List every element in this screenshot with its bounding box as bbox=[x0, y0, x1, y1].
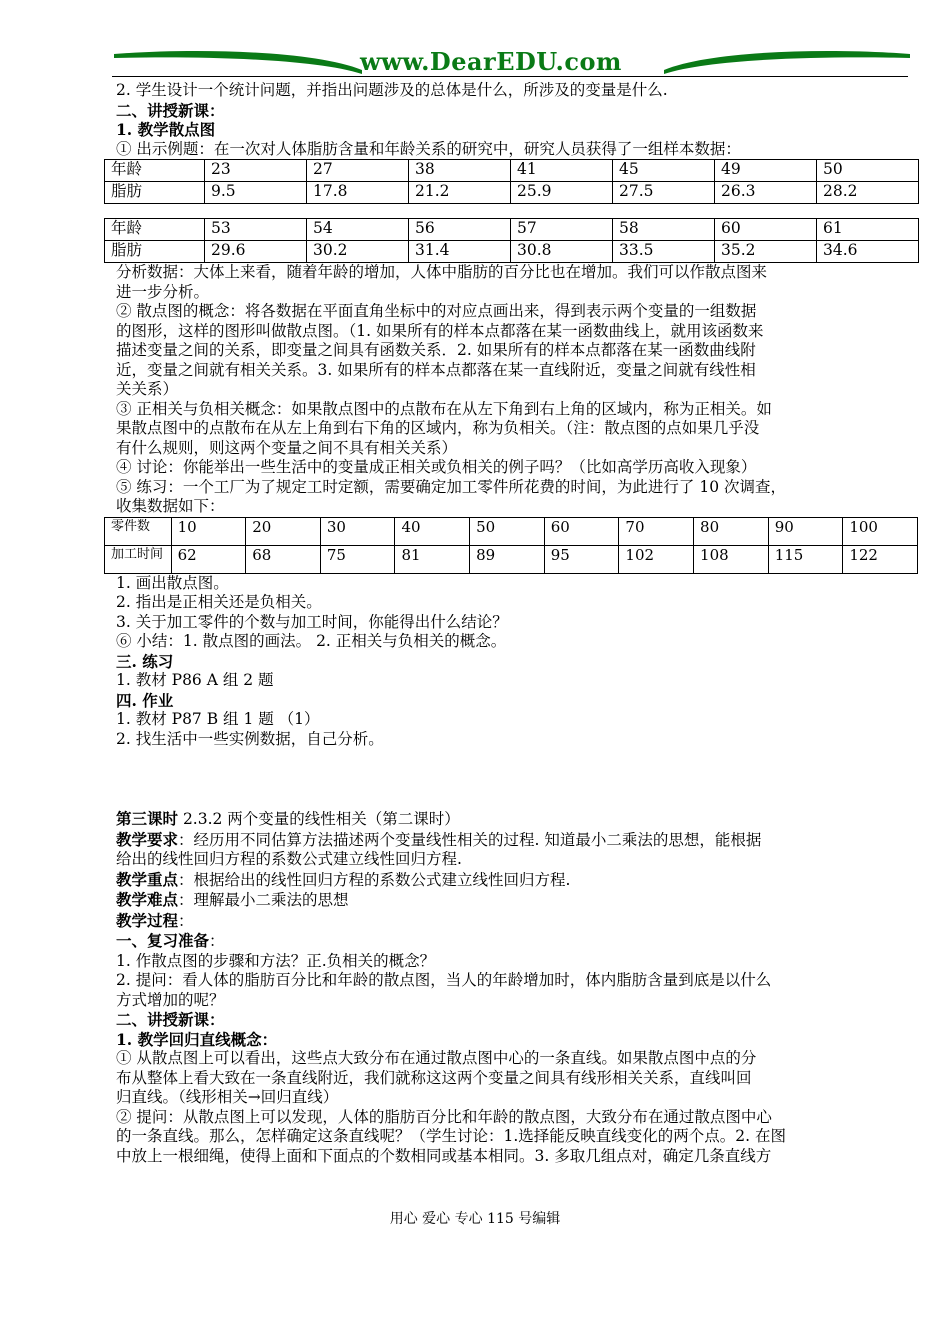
table-cell: 81 bbox=[395, 545, 470, 573]
lesson3-title-label: 第三课时 bbox=[116, 809, 179, 828]
text-line: 近，变量之间就有相关关系。3. 如果所有的样本点都落在某一直线附近，变量之间就有线性相 bbox=[116, 360, 756, 379]
table-cell: 30 bbox=[320, 517, 395, 545]
table-cell: 33.5 bbox=[613, 241, 715, 263]
table-cell: 68 bbox=[246, 545, 321, 573]
table-cell: 34.6 bbox=[817, 241, 919, 263]
table-row bbox=[105, 545, 918, 573]
table-cell: 102 bbox=[619, 545, 694, 573]
text-line: ② 提问：从散点图上可以发现，人体的脂肪百分比和年龄的散点图，大致分布在通过散点图中心 bbox=[116, 1107, 772, 1126]
process-colon: ： bbox=[178, 911, 194, 930]
text-line: 描述变量之间的关系，即变量之间具有函数关系．2. 如果所有的样本点都落在某一函数曲线附 bbox=[116, 341, 756, 359]
table-cell: 75 bbox=[320, 545, 395, 573]
age-fat-table-2 bbox=[104, 218, 919, 263]
site-logo-text: www.DearEDU.com bbox=[360, 47, 622, 76]
table-cell: 108 bbox=[694, 545, 769, 573]
review-heading: 一、复习准备 bbox=[116, 931, 210, 950]
row-header-cell: 年龄 bbox=[105, 160, 205, 182]
text-line: ① 出示例题：在一次对人体脂肪含量和年龄关系的研究中，研究人员获得了一组样本数据： bbox=[116, 139, 741, 158]
table-cell: 35.2 bbox=[715, 241, 817, 263]
table-cell: 27 bbox=[307, 160, 409, 182]
text-line: ② 散点图的概念：将各数据在平面直角坐标中的对应点画出来，得到表示两个变量的一组数据 bbox=[116, 302, 757, 320]
parts-time-table bbox=[104, 517, 918, 574]
table-cell: 58 bbox=[613, 219, 715, 241]
table-cell: 122 bbox=[843, 545, 918, 573]
review-line-3: 方式增加的呢？ bbox=[116, 990, 225, 1009]
table-cell: 45 bbox=[613, 160, 715, 182]
requirement-text: ：经历用不同估算方法描述两个变量线性相关的过程. 知道最小二乘法的思想，能根据 bbox=[178, 830, 762, 849]
table-cell: 30.8 bbox=[511, 241, 613, 263]
table-cell: 31.4 bbox=[409, 241, 511, 263]
table-row bbox=[105, 182, 919, 204]
text-line: ① 从散点图上可以看出，这些点大致分布在通过散点图中心的一条直线。如果散点图中点的分 bbox=[116, 1049, 757, 1067]
text-line: 3. 关于加工零件的个数与加工时间，你能得出什么结论？ bbox=[116, 612, 508, 631]
text-line: 1. 教学散点图 bbox=[116, 120, 216, 139]
table-cell: 90 bbox=[768, 517, 843, 545]
key-point-label: 教学重点 bbox=[116, 869, 179, 889]
page-footer: 用心 爱心 专心 115 号编辑 bbox=[389, 1211, 561, 1227]
table-cell: 40 bbox=[395, 517, 470, 545]
table-cell: 25.9 bbox=[511, 182, 613, 204]
text-line: 进一步分析。 bbox=[116, 282, 210, 301]
process-label: 教学过程 bbox=[116, 910, 179, 930]
table-cell: 60 bbox=[715, 219, 817, 241]
regression-concept-text bbox=[116, 1049, 916, 1166]
table-cell: 80 bbox=[694, 517, 769, 545]
regression-concept-heading: 1. 教学回归直线概念： bbox=[116, 1029, 278, 1049]
text-line: 2. 找生活中一些实例数据，自己分析。 bbox=[116, 729, 384, 748]
text-line: 二、讲授新课： bbox=[116, 100, 225, 120]
table-row bbox=[105, 241, 919, 263]
table-row bbox=[105, 219, 919, 241]
table-cell: 54 bbox=[307, 219, 409, 241]
table-cell: 89 bbox=[470, 545, 545, 573]
review-line-1: 1. 作散点图的步骤和方法？正.负相关的概念？ bbox=[116, 951, 436, 970]
table-cell: 23 bbox=[205, 160, 307, 182]
table-cell: 41 bbox=[511, 160, 613, 182]
lesson3-title: 2.3.2 两个变量的线性相关（第二课时） bbox=[178, 810, 460, 828]
header-rule bbox=[112, 76, 908, 77]
table-cell: 28.2 bbox=[817, 182, 919, 204]
table-cell: 49 bbox=[715, 160, 817, 182]
text-line: ④ 讨论：你能举出一些生活中的变量成正相关或负相关的例子吗？（比如高学历高收入现象） bbox=[116, 458, 757, 476]
difficulty-label: 教学难点 bbox=[116, 890, 179, 909]
text-line: 布从整体上看大致在一条直线附近，我们就称这这两个变量之间具有线形相关关系，直线叫回 bbox=[116, 1068, 752, 1087]
text-line: 2. 指出是正相关还是负相关。 bbox=[116, 593, 322, 611]
table-cell: 61 bbox=[817, 219, 919, 241]
table-cell: 20 bbox=[246, 517, 321, 545]
text-line: 1. 画出散点图。 bbox=[116, 573, 229, 592]
difficulty-text: ：理解最小二乘法的思想 bbox=[178, 891, 349, 909]
text-line: ⑤ 练习：一个工厂为了规定工时定额，需要确定加工零件所花费的时间，为此进行了 10 次调查， bbox=[116, 477, 787, 496]
intro-section bbox=[116, 81, 916, 159]
table-cell: 60 bbox=[544, 517, 619, 545]
text-line: 有什么规则，则这两个变量之间不具有相关关系） bbox=[116, 438, 458, 457]
new-lesson-heading: 二、讲授新课： bbox=[116, 1010, 225, 1029]
row-header-cell: 年龄 bbox=[105, 219, 205, 241]
text-line: 的图形，这样的图形叫做散点图。（1. 如果所有的样本点都落在某一函数曲线上，就用该函数来 bbox=[116, 321, 764, 340]
table-row bbox=[105, 517, 918, 545]
row-header-cell: 零件数 bbox=[105, 517, 172, 545]
table-cell: 62 bbox=[171, 545, 246, 573]
table-cell: 9.5 bbox=[205, 182, 307, 204]
text-line: 果散点图中的点散布在从左上角到右下角的区域内，称为负相关。（注：散点图的点如果几乎没 bbox=[116, 419, 760, 437]
text-line: 分析数据：大体上来看，随着年龄的增加，人体中脂肪的百分比也在增加。我们可以作散点图来 bbox=[116, 263, 768, 281]
text-line: 关关系） bbox=[116, 380, 179, 398]
text-line: ⑥ 小结：1. 散点图的画法。 2. 正相关与负相关的概念。 bbox=[116, 632, 507, 650]
lesson3-section bbox=[116, 809, 916, 1166]
exercise-section bbox=[116, 574, 916, 750]
table-cell: 10 bbox=[171, 517, 246, 545]
table-cell: 26.3 bbox=[715, 182, 817, 204]
table-cell: 100 bbox=[843, 517, 918, 545]
table-cell: 21.2 bbox=[409, 182, 511, 204]
text-line: 归直线。（线形相关→回归直线） bbox=[116, 1088, 339, 1106]
key-point-text: ：根据给出的线性回归方程的系数公式建立线性回归方程. bbox=[178, 870, 571, 889]
table-cell: 17.8 bbox=[307, 182, 409, 204]
text-line: 1. 教材 P87 B 组 1 题 （1） bbox=[116, 710, 320, 728]
requirement-label: 教学要求 bbox=[116, 829, 179, 849]
table-cell: 53 bbox=[205, 219, 307, 241]
age-fat-table-1 bbox=[104, 159, 919, 204]
document-body bbox=[111, 81, 916, 1166]
row-header-cell: 脂肪 bbox=[105, 182, 205, 204]
table-row bbox=[105, 160, 919, 182]
table-cell: 70 bbox=[619, 517, 694, 545]
text-line: ③ 正相关与负相关概念：如果散点图中的点散布在从左下角到右上角的区域内，称为正相关。如 bbox=[116, 399, 772, 418]
table-cell: 115 bbox=[768, 545, 843, 573]
site-header-banner bbox=[112, 44, 912, 80]
table-cell: 56 bbox=[409, 219, 511, 241]
text-line: 的一条直线。那么，怎样确定这条直线呢？（学生讨论：1.选择能反映直线变化的两个点。2. 在图 bbox=[116, 1127, 787, 1145]
row-header-cell: 脂肪 bbox=[105, 241, 205, 263]
table-cell: 50 bbox=[817, 160, 919, 182]
review-colon: ： bbox=[209, 932, 225, 950]
table-cell: 29.6 bbox=[205, 241, 307, 263]
text-line: 1. 教材 P86 A 组 2 题 bbox=[116, 671, 274, 689]
requirement-text-2: 给出的线性回归方程的系数公式建立线性回归方程. bbox=[116, 850, 462, 868]
text-line: 三. 练习 bbox=[116, 651, 174, 671]
text-line: 收集数据如下： bbox=[116, 497, 225, 515]
table-cell: 95 bbox=[544, 545, 619, 573]
text-line: 2. 学生设计一个统计问题，并指出问题涉及的总体是什么，所涉及的变量是什么. bbox=[116, 81, 668, 99]
review-line-2: 2. 提问：看人体的脂肪百分比和年龄的散点图，当人的年龄增加时，体内脂肪含量到底是以什么 bbox=[116, 971, 772, 989]
text-line: 四. 作业 bbox=[116, 690, 174, 710]
scatter-concept-section bbox=[116, 263, 916, 517]
text-line: 中放上一根细绳，使得上面和下面点的个数相同或基本相同。3. 多取几组点对，确定几条直线方 bbox=[116, 1146, 772, 1165]
table-cell: 27.5 bbox=[613, 182, 715, 204]
table-cell: 50 bbox=[470, 517, 545, 545]
table-cell: 38 bbox=[409, 160, 511, 182]
table-cell: 57 bbox=[511, 219, 613, 241]
table-cell: 30.2 bbox=[307, 241, 409, 263]
row-header-cell: 加工时间 bbox=[105, 545, 172, 573]
